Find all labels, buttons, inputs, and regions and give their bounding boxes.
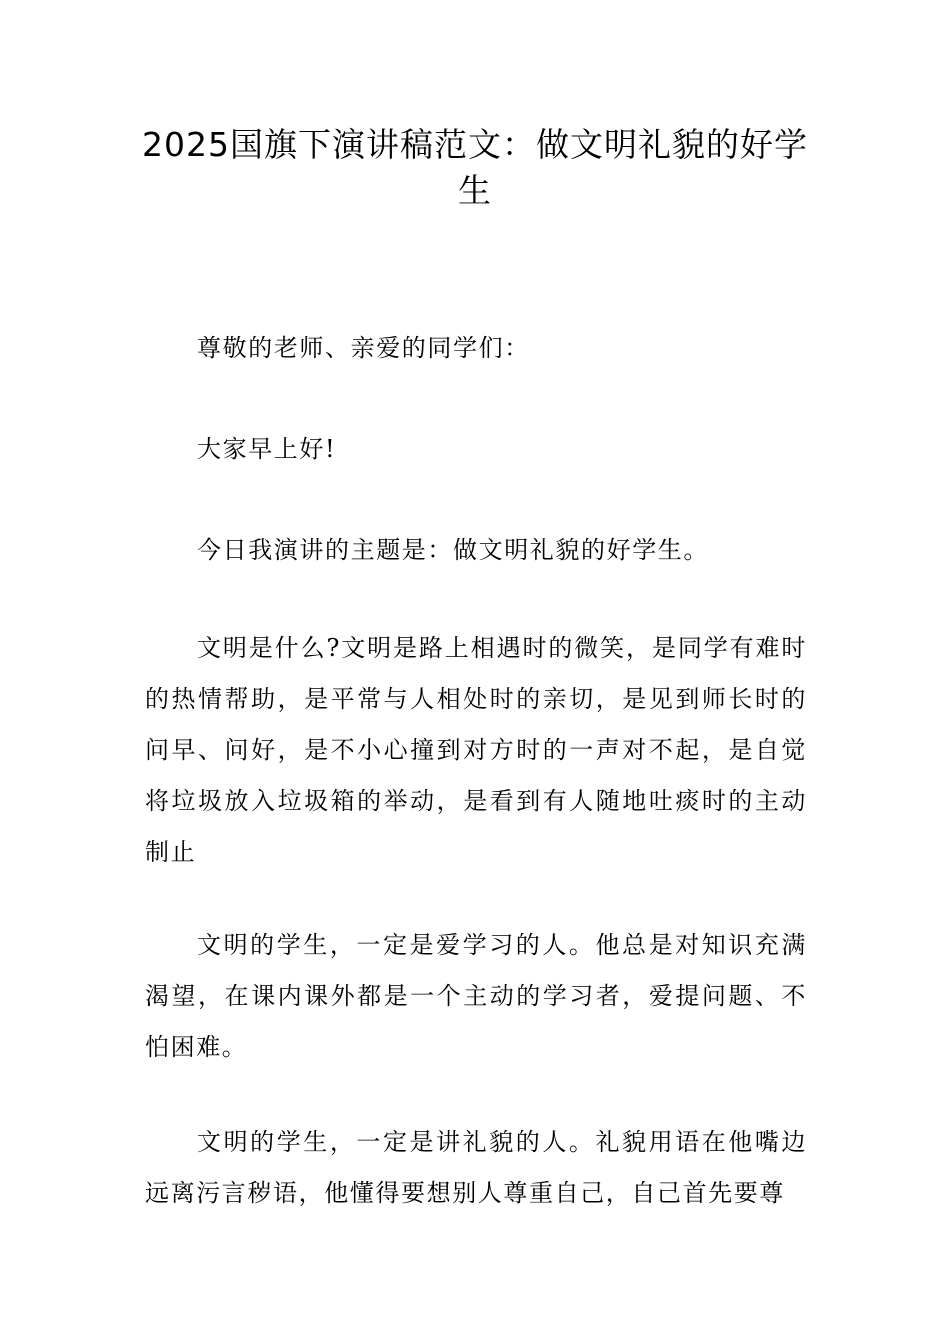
paragraph-loves-learning: 文明的学生，一定是爱学习的人。他总是对知识充满渴望，在课内课外都是一个主动的学习者，爱提问题、不怕困难。 xyxy=(145,931,807,1061)
paragraph-polite: 文明的学生，一定是讲礼貌的人。礼貌用语在他嘴边远离污言秽语，他懂得要想别人尊重自己，自己首先要尊 xyxy=(145,1128,807,1207)
paragraph-greeting: 尊敬的老师、亲爱的同学们： xyxy=(197,334,530,362)
document-title: 2025国旗下演讲稿范文：做文明礼貌的好学生 xyxy=(142,125,808,210)
paragraph-morning: 大家早上好! xyxy=(197,435,337,463)
paragraph-theme: 今日我演讲的主题是：做文明礼貌的好学生。 xyxy=(197,536,709,564)
paragraph-what-is-civility: 文明是什么?文明是路上相遇时的微笑，是同学有难时的热情帮助，是平常与人相处时的亲切，是见到师长时的问早、问好，是不小心撞到对方时的一声对不起，是自觉将垃圾放入垃圾箱的举动，是看到有人随地吐痰时的主动制止 xyxy=(145,634,807,866)
